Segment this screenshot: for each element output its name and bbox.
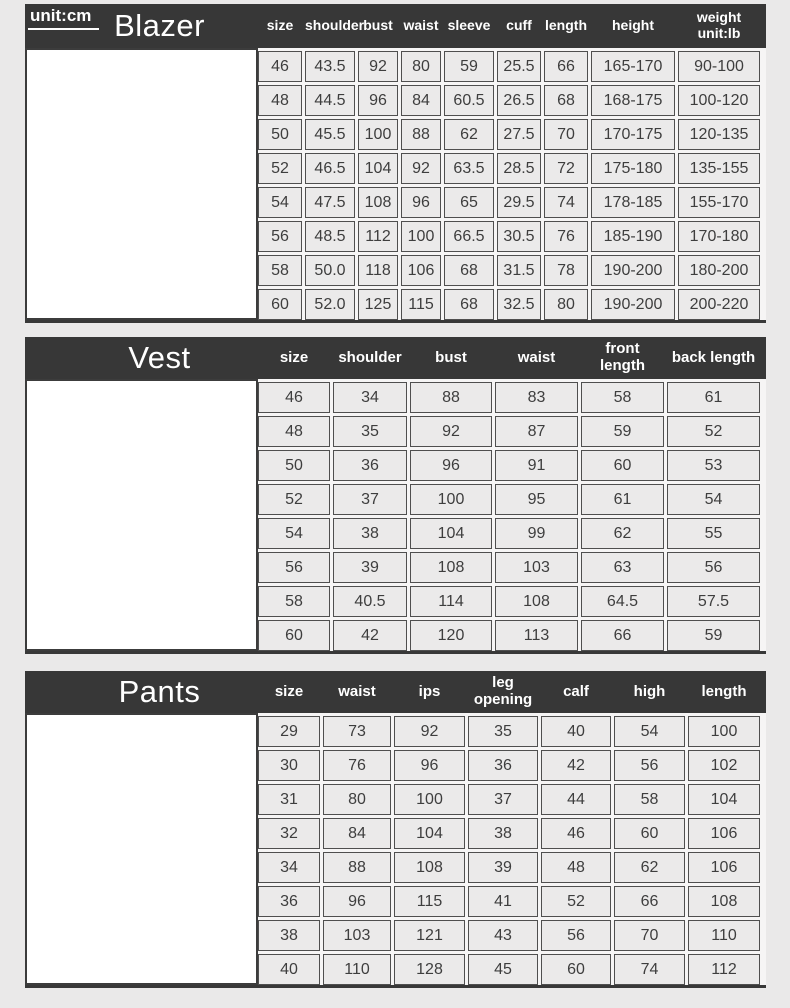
pants-cell-high-row0: 54 [614, 716, 685, 747]
column-header-sleeve: sleeve [447, 17, 491, 34]
vest-cell-shoulder-row2: 36 [333, 450, 407, 481]
column-header-front-length: front length [600, 340, 645, 374]
pants-cell-waist-row5: 96 [323, 886, 391, 917]
blazer-cell-cuff-row2: 27.5 [497, 119, 541, 150]
blazer-cell-weight-unit-lb-row5: 170-180 [678, 221, 760, 252]
blazer-cell-length-row4: 74 [544, 187, 588, 218]
vest-cell-front-length-row7: 66 [581, 620, 664, 651]
column-header-back-length: back length [671, 348, 756, 366]
pants-cell-size-row5: 36 [258, 886, 320, 917]
pants-cell-calf-row1: 42 [541, 750, 611, 781]
pants-cell-waist-row0: 73 [323, 716, 391, 747]
blazer-header-bar [25, 4, 766, 48]
column-header-shoulder: shoulder [305, 17, 365, 34]
blazer-cell-weight-unit-lb-row2: 120-135 [678, 119, 760, 150]
vest-cell-bust-row7: 120 [410, 620, 492, 651]
blazer-cell-weight-unit-lb-row0: 90-100 [678, 51, 760, 82]
pants-cell-calf-row3: 46 [541, 818, 611, 849]
blazer-cell-waist-row6: 106 [401, 255, 441, 286]
vest-cell-shoulder-row1: 35 [333, 416, 407, 447]
blazer-cell-shoulder-row0: 43.5 [305, 51, 355, 82]
blazer-cell-weight-unit-lb-row1: 100-120 [678, 85, 760, 116]
vest-cell-bust-row6: 114 [410, 586, 492, 617]
blazer-cell-sleeve-row4: 65 [444, 187, 494, 218]
column-header-shoulder: shoulder [338, 348, 402, 366]
pants-cell-waist-row4: 88 [323, 852, 391, 883]
vest-cell-waist-row2: 91 [495, 450, 578, 481]
vest-cell-front-length-row5: 63 [581, 552, 664, 583]
blazer-cell-cuff-row6: 31.5 [497, 255, 541, 286]
blazer-cell-length-row1: 68 [544, 85, 588, 116]
vest-product-image [25, 379, 258, 651]
blazer-cell-bust-row3: 104 [358, 153, 398, 184]
pants-cell-high-row5: 66 [614, 886, 685, 917]
vest-cell-front-length-row2: 60 [581, 450, 664, 481]
vest-cell-front-length-row1: 59 [581, 416, 664, 447]
blazer-cell-height-row3: 175-180 [591, 153, 675, 184]
vest-cell-size-row4: 54 [258, 518, 330, 549]
pants-cell-leg-opening-row5: 41 [468, 886, 538, 917]
vest-cell-back-length-row5: 56 [667, 552, 760, 583]
column-header-high: high [633, 682, 666, 700]
pants-cell-ips-row1: 96 [394, 750, 465, 781]
pants-cell-calf-row6: 56 [541, 920, 611, 951]
column-header-calf: calf [563, 682, 589, 700]
pants-table [258, 713, 766, 985]
blazer-cell-height-row1: 168-175 [591, 85, 675, 116]
blazer-cell-size-row7: 60 [258, 289, 302, 320]
unit-label: unit:cm [28, 6, 99, 30]
column-header-waist: waist [517, 348, 556, 366]
pants-cell-high-row7: 74 [614, 954, 685, 985]
pants-cell-ips-row5: 115 [394, 886, 465, 917]
blazer-cell-waist-row1: 84 [401, 85, 441, 116]
vest-cell-shoulder-row0: 34 [333, 382, 407, 413]
column-header-size: size [266, 17, 294, 34]
blazer-cell-size-row5: 56 [258, 221, 302, 252]
vest-cell-waist-row3: 95 [495, 484, 578, 515]
vest-column-headers [258, 337, 766, 379]
pants-cell-length-row2: 104 [688, 784, 760, 815]
column-header-size: size [274, 682, 304, 700]
blazer-cell-shoulder-row1: 44.5 [305, 85, 355, 116]
blazer-cell-weight-unit-lb-row7: 200-220 [678, 289, 760, 320]
vest-table [258, 379, 766, 651]
vest-cell-front-length-row6: 64.5 [581, 586, 664, 617]
vest-cell-size-row2: 50 [258, 450, 330, 481]
blazer-cell-size-row6: 58 [258, 255, 302, 286]
blazer-cell-sleeve-row7: 68 [444, 289, 494, 320]
vest-cell-size-row1: 48 [258, 416, 330, 447]
vest-cell-waist-row4: 99 [495, 518, 578, 549]
pants-cell-length-row7: 112 [688, 954, 760, 985]
pants-cell-leg-opening-row4: 39 [468, 852, 538, 883]
vest-cell-bust-row0: 88 [410, 382, 492, 413]
pants-cell-waist-row3: 84 [323, 818, 391, 849]
blazer-cell-cuff-row1: 26.5 [497, 85, 541, 116]
blazer-section [25, 4, 766, 323]
pants-cell-waist-row6: 103 [323, 920, 391, 951]
blazer-cell-bust-row4: 108 [358, 187, 398, 218]
vest-cell-back-length-row4: 55 [667, 518, 760, 549]
vest-cell-bust-row5: 108 [410, 552, 492, 583]
blazer-cell-height-row0: 165-170 [591, 51, 675, 82]
pants-cell-calf-row4: 48 [541, 852, 611, 883]
pants-cell-waist-row7: 110 [323, 954, 391, 985]
vest-cell-waist-row0: 83 [495, 382, 578, 413]
blazer-cell-length-row5: 76 [544, 221, 588, 252]
blazer-cell-cuff-row5: 30.5 [497, 221, 541, 252]
pants-cell-length-row1: 102 [688, 750, 760, 781]
column-header-length: length [701, 682, 747, 700]
vest-cell-size-row5: 56 [258, 552, 330, 583]
vest-title: Vest [128, 340, 191, 375]
pants-cell-leg-opening-row3: 38 [468, 818, 538, 849]
pants-title: Pants [118, 674, 201, 709]
vest-cell-back-length-row3: 54 [667, 484, 760, 515]
column-header-weight-unit-lb: weight unit:lb [696, 9, 742, 41]
vest-cell-shoulder-row3: 37 [333, 484, 407, 515]
blazer-cell-height-row6: 190-200 [591, 255, 675, 286]
column-header-bust: bust [363, 17, 393, 34]
vest-cell-size-row7: 60 [258, 620, 330, 651]
blazer-cell-sleeve-row5: 66.5 [444, 221, 494, 252]
blazer-cell-length-row7: 80 [544, 289, 588, 320]
blazer-cell-length-row6: 78 [544, 255, 588, 286]
blazer-cell-shoulder-row6: 50.0 [305, 255, 355, 286]
vest-cell-shoulder-row6: 40.5 [333, 586, 407, 617]
blazer-cell-size-row3: 52 [258, 153, 302, 184]
column-header-size: size [279, 348, 309, 366]
vest-cell-waist-row1: 87 [495, 416, 578, 447]
pants-cell-ips-row7: 128 [394, 954, 465, 985]
blazer-cell-waist-row0: 80 [401, 51, 441, 82]
pants-cell-high-row4: 62 [614, 852, 685, 883]
pants-cell-high-row6: 70 [614, 920, 685, 951]
pants-cell-ips-row0: 92 [394, 716, 465, 747]
blazer-cell-shoulder-row4: 47.5 [305, 187, 355, 218]
pants-section [25, 671, 766, 988]
blazer-cell-waist-row3: 92 [401, 153, 441, 184]
pants-cell-size-row4: 34 [258, 852, 320, 883]
vest-body [25, 379, 766, 651]
pants-cell-waist-row2: 80 [323, 784, 391, 815]
pants-cell-size-row3: 32 [258, 818, 320, 849]
vest-cell-back-length-row0: 61 [667, 382, 760, 413]
pants-cell-length-row5: 108 [688, 886, 760, 917]
blazer-cell-size-row2: 50 [258, 119, 302, 150]
vest-cell-size-row6: 58 [258, 586, 330, 617]
pants-cell-size-row6: 38 [258, 920, 320, 951]
vest-cell-size-row3: 52 [258, 484, 330, 515]
vest-cell-back-length-row2: 53 [667, 450, 760, 481]
vest-cell-waist-row6: 108 [495, 586, 578, 617]
pants-cell-leg-opening-row7: 45 [468, 954, 538, 985]
blazer-cell-waist-row7: 115 [401, 289, 441, 320]
pants-header-bar [25, 671, 766, 713]
column-header-length: length [545, 17, 587, 34]
blazer-cell-weight-unit-lb-row3: 135-155 [678, 153, 760, 184]
vest-cell-front-length-row4: 62 [581, 518, 664, 549]
blazer-cell-bust-row6: 118 [358, 255, 398, 286]
pants-cell-length-row6: 110 [688, 920, 760, 951]
column-header-waist: waist [338, 682, 376, 700]
pants-body [25, 713, 766, 985]
blazer-cell-bust-row0: 92 [358, 51, 398, 82]
column-header-height: height [612, 17, 654, 34]
pants-cell-size-row0: 29 [258, 716, 320, 747]
vest-cell-back-length-row6: 57.5 [667, 586, 760, 617]
blazer-cell-sleeve-row3: 63.5 [444, 153, 494, 184]
blazer-cell-size-row1: 48 [258, 85, 302, 116]
blazer-cell-waist-row2: 88 [401, 119, 441, 150]
pants-cell-leg-opening-row0: 35 [468, 716, 538, 747]
blazer-cell-cuff-row0: 25.5 [497, 51, 541, 82]
vest-cell-size-row0: 46 [258, 382, 330, 413]
blazer-cell-shoulder-row3: 46.5 [305, 153, 355, 184]
pants-column-headers [258, 671, 766, 713]
pants-cell-size-row2: 31 [258, 784, 320, 815]
vest-cell-shoulder-row5: 39 [333, 552, 407, 583]
blazer-cell-shoulder-row7: 52.0 [305, 289, 355, 320]
blazer-cell-height-row4: 178-185 [591, 187, 675, 218]
pants-cell-leg-opening-row2: 37 [468, 784, 538, 815]
blazer-cell-height-row5: 185-190 [591, 221, 675, 252]
vest-cell-bust-row4: 104 [410, 518, 492, 549]
blazer-cell-cuff-row3: 28.5 [497, 153, 541, 184]
pants-cell-high-row1: 56 [614, 750, 685, 781]
blazer-cell-shoulder-row2: 45.5 [305, 119, 355, 150]
blazer-cell-size-row0: 46 [258, 51, 302, 82]
blazer-table [258, 48, 766, 320]
pants-cell-length-row3: 106 [688, 818, 760, 849]
blazer-cell-sleeve-row0: 59 [444, 51, 494, 82]
blazer-cell-cuff-row7: 32.5 [497, 289, 541, 320]
blazer-cell-waist-row5: 100 [401, 221, 441, 252]
vest-cell-front-length-row0: 58 [581, 382, 664, 413]
pants-product-image [25, 713, 258, 985]
pants-cell-ips-row4: 108 [394, 852, 465, 883]
pants-cell-ips-row2: 100 [394, 784, 465, 815]
pants-cell-ips-row6: 121 [394, 920, 465, 951]
vest-cell-waist-row7: 113 [495, 620, 578, 651]
column-header-bust: bust [435, 348, 467, 366]
blazer-cell-length-row2: 70 [544, 119, 588, 150]
blazer-cell-sleeve-row6: 68 [444, 255, 494, 286]
pants-cell-leg-opening-row6: 43 [468, 920, 538, 951]
pants-cell-calf-row2: 44 [541, 784, 611, 815]
blazer-cell-weight-unit-lb-row4: 155-170 [678, 187, 760, 218]
column-header-waist: waist [403, 17, 439, 34]
blazer-cell-bust-row5: 112 [358, 221, 398, 252]
vest-cell-waist-row5: 103 [495, 552, 578, 583]
vest-section [25, 337, 766, 654]
vest-cell-front-length-row3: 61 [581, 484, 664, 515]
pants-cell-ips-row3: 104 [394, 818, 465, 849]
column-header-leg-opening: leg opening [473, 674, 533, 708]
vest-cell-back-length-row1: 52 [667, 416, 760, 447]
blazer-cell-bust-row1: 96 [358, 85, 398, 116]
blazer-cell-length-row0: 66 [544, 51, 588, 82]
pants-cell-size-row7: 40 [258, 954, 320, 985]
pants-cell-high-row3: 60 [614, 818, 685, 849]
pants-cell-calf-row5: 52 [541, 886, 611, 917]
pants-cell-calf-row0: 40 [541, 716, 611, 747]
pants-cell-waist-row1: 76 [323, 750, 391, 781]
vest-header-bar [25, 337, 766, 379]
blazer-cell-shoulder-row5: 48.5 [305, 221, 355, 252]
blazer-body [25, 48, 766, 320]
vest-cell-bust-row2: 96 [410, 450, 492, 481]
pants-cell-length-row4: 106 [688, 852, 760, 883]
blazer-cell-height-row2: 170-175 [591, 119, 675, 150]
blazer-title: Blazer [114, 8, 205, 43]
pants-cell-length-row0: 100 [688, 716, 760, 747]
blazer-cell-bust-row7: 125 [358, 289, 398, 320]
blazer-cell-length-row3: 72 [544, 153, 588, 184]
pants-cell-leg-opening-row1: 36 [468, 750, 538, 781]
pants-cell-size-row1: 30 [258, 750, 320, 781]
vest-cell-bust-row1: 92 [410, 416, 492, 447]
vest-cell-shoulder-row7: 42 [333, 620, 407, 651]
blazer-cell-sleeve-row2: 62 [444, 119, 494, 150]
column-header-ips: ips [418, 682, 441, 700]
pants-cell-calf-row7: 60 [541, 954, 611, 985]
blazer-cell-cuff-row4: 29.5 [497, 187, 541, 218]
vest-cell-back-length-row7: 59 [667, 620, 760, 651]
blazer-cell-waist-row4: 96 [401, 187, 441, 218]
vest-cell-shoulder-row4: 38 [333, 518, 407, 549]
blazer-cell-bust-row2: 100 [358, 119, 398, 150]
blazer-product-image [25, 48, 258, 320]
column-header-cuff: cuff [506, 17, 532, 34]
blazer-cell-size-row4: 54 [258, 187, 302, 218]
blazer-cell-sleeve-row1: 60.5 [444, 85, 494, 116]
vest-cell-bust-row3: 100 [410, 484, 492, 515]
blazer-cell-height-row7: 190-200 [591, 289, 675, 320]
blazer-cell-weight-unit-lb-row6: 180-200 [678, 255, 760, 286]
blazer-column-headers [258, 4, 766, 48]
pants-cell-high-row2: 58 [614, 784, 685, 815]
